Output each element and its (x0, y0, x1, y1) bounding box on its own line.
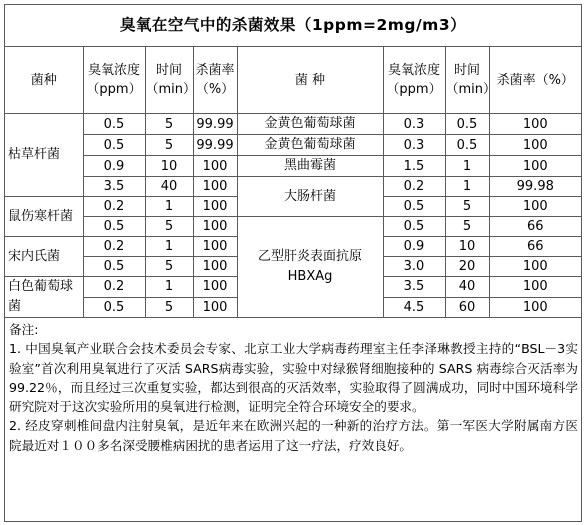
left-header-species: 菌种 (5, 47, 83, 114)
time-cell: 20 (445, 257, 489, 277)
kill-rate-cell: 100 (489, 197, 581, 217)
table-row (5, 217, 581, 237)
time-cell: 5 (145, 217, 193, 237)
left-species-name: 白色葡萄球菌 (5, 277, 83, 318)
time-cell: 40 (145, 177, 193, 197)
time-cell: 1 (445, 177, 489, 197)
time-cell: 1 (145, 277, 193, 298)
kill-rate-cell: 99.98 (489, 177, 581, 197)
time-cell: 40 (445, 277, 489, 298)
kill-rate-cell: 99.99 (193, 135, 237, 156)
right-species-name: 金黄色葡萄球菌 (237, 135, 383, 156)
kill-rate-cell: 100 (489, 277, 581, 298)
time-cell: 5 (145, 135, 193, 156)
right-species-name: 黑曲霉菌 (237, 156, 383, 177)
concentration-cell: 0.5 (83, 297, 145, 318)
right-species-name: 乙型肝炎表面抗原HBXAg (237, 217, 383, 318)
kill-rate-cell: 100 (193, 177, 237, 197)
left-species-name: 枯草杆菌 (5, 114, 83, 197)
notes-section (5, 318, 581, 455)
kill-rate-cell: 99.99 (193, 114, 237, 135)
kill-rate-cell: 100 (489, 156, 581, 177)
concentration-cell: 3.0 (383, 257, 445, 277)
right-header-time: 时间（min） (445, 47, 489, 114)
kill-rate-cell: 100 (193, 237, 237, 257)
concentration-cell: 0.2 (83, 277, 145, 298)
table-row (5, 177, 581, 197)
notes-heading: 备注: (9, 322, 39, 337)
right-header-species: 菌 种 (237, 47, 383, 114)
table-row (5, 156, 581, 177)
time-cell: 5 (145, 257, 193, 277)
concentration-cell: 0.9 (83, 156, 145, 177)
concentration-cell: 3.5 (83, 177, 145, 197)
time-cell: 0.5 (445, 135, 489, 156)
kill-rate-cell: 100 (489, 257, 581, 277)
right-species-name: 金黄色葡萄球菌 (237, 114, 383, 135)
time-cell: 0.5 (445, 114, 489, 135)
kill-rate-cell: 100 (193, 277, 237, 298)
concentration-cell: 0.5 (83, 114, 145, 135)
concentration-cell: 0.2 (83, 237, 145, 257)
header-row (5, 47, 581, 114)
time-cell: 60 (445, 297, 489, 318)
concentration-cell: 0.5 (83, 257, 145, 277)
kill-rate-cell: 100 (489, 114, 581, 135)
time-cell: 10 (145, 156, 193, 177)
time-cell: 5 (145, 114, 193, 135)
note-item-1: 1. 中国臭氧产业联合会技术委员会专家、北京工业大学病毒药理室主任李泽琳教授主持的“BSL－3实验室”首次利用臭氧进行了灭活 SARS病毒实验，实验中对绿猴肾细胞接种的 SARS 病毒综合灭活率为99.22％，而且经过三次重复实验，都达到很高的灭活效率，实验取得了圆满成功，同时中国环境科学研究院对于这次实验所用的臭氧进行检测，证明完全符合环境安全的要求。 (9, 341, 578, 415)
page-title: 臭氧在空气中的杀菌效果（1ppm=2mg/m3） (5, 5, 581, 47)
left-species-name: 宋内氏菌 (5, 237, 83, 277)
left-header-time: 时间（min） (145, 47, 193, 114)
time-cell: 5 (145, 297, 193, 318)
concentration-cell: 4.5 (383, 297, 445, 318)
sterilization-table (5, 47, 581, 318)
time-cell: 1 (145, 237, 193, 257)
concentration-cell: 0.5 (83, 135, 145, 156)
kill-rate-cell: 100 (193, 156, 237, 177)
kill-rate-cell: 100 (193, 197, 237, 217)
note-item-2: 2. 经皮穿刺椎间盘内注射臭氧，是近年来在欧洲兴起的一种新的治疗方法。第一军医大学附属南方医院最近对１００多名深受腰椎病困扰的患者运用了这一疗法，疗效良好。 (9, 418, 578, 453)
concentration-cell: 1.5 (383, 156, 445, 177)
right-species-name: 大肠杆菌 (237, 177, 383, 217)
concentration-cell: 0.2 (83, 197, 145, 217)
table-row (5, 114, 581, 135)
left-species-name: 鼠伤寒杆菌 (5, 197, 83, 237)
document-sheet (4, 4, 582, 522)
left-header-kill-rate: 杀菌率（%） (193, 47, 237, 114)
left-header-concentration: 臭氧浓度（ppm） (83, 47, 145, 114)
concentration-cell: 0.5 (383, 217, 445, 237)
kill-rate-cell: 66 (489, 237, 581, 257)
concentration-cell: 0.2 (383, 177, 445, 197)
kill-rate-cell: 100 (489, 135, 581, 156)
right-header-kill-rate: 杀菌率（%） (489, 47, 581, 114)
time-cell: 1 (445, 156, 489, 177)
kill-rate-cell: 100 (489, 297, 581, 318)
kill-rate-cell: 100 (193, 297, 237, 318)
kill-rate-cell: 66 (489, 217, 581, 237)
time-cell: 10 (445, 237, 489, 257)
time-cell: 5 (445, 197, 489, 217)
concentration-cell: 0.9 (383, 237, 445, 257)
concentration-cell: 0.5 (383, 197, 445, 217)
concentration-cell: 0.5 (83, 217, 145, 237)
concentration-cell: 0.3 (383, 135, 445, 156)
table-row (5, 135, 581, 156)
table-body (5, 47, 581, 318)
concentration-cell: 3.5 (383, 277, 445, 298)
time-cell: 5 (445, 217, 489, 237)
right-header-concentration: 臭氧浓度（ppm） (383, 47, 445, 114)
kill-rate-cell: 100 (193, 217, 237, 237)
time-cell: 1 (145, 197, 193, 217)
kill-rate-cell: 100 (193, 257, 237, 277)
concentration-cell: 0.3 (383, 114, 445, 135)
